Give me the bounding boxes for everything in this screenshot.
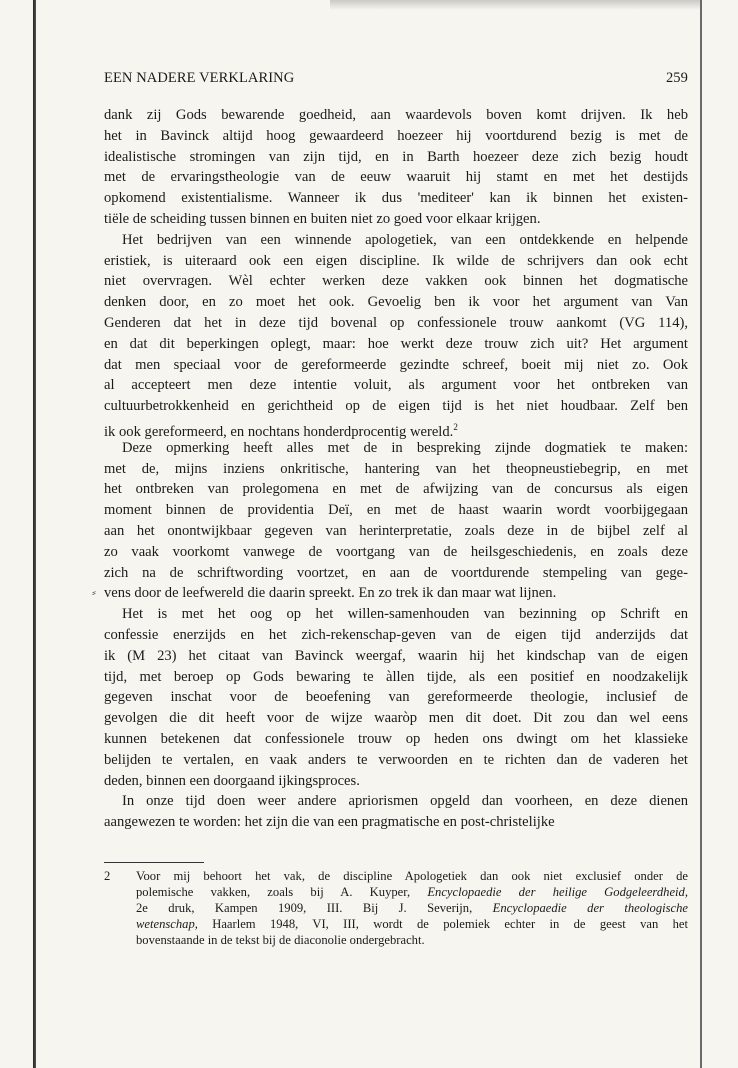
text-line: tijd, met beroep op Gods bewaring te àllen tijde, als een positief en noodzakelijk [104,668,688,685]
body-text [104,105,688,833]
text-line: Het bedrijven van een winnende apologetiek, van een ontdekkende en helpende [122,231,688,248]
paragraph [104,438,688,604]
text-line: zo vaak voorkomt vanwege de voortgang van de heilsgeschiedenis, en zoals deze [104,543,688,560]
text-line: en dat dit beperkingen oplegt, maar: hoe werkt deze trouw zich uit? Het argument [104,335,688,352]
text-line: met de, mijns inziens onkritische, hantering van het theopneustiebegrip, en met [104,460,688,477]
footnote-number: 2 [104,869,111,883]
paragraph [104,791,688,833]
text-line: opkomend existentialisme. Wanneer ik dus 'mediteer' kan ik binnen het existen- [104,190,688,207]
footnote-rule [104,862,204,863]
text-line: Deze opmerking heeft alles met de in bespreking zijnde dogmatiek te maken: [122,439,688,456]
text-line: tiële de scheiding tussen binnen en buiten niet zo goed voor elkaar krijgen. [104,210,541,227]
footnote-body [136,868,688,948]
text-line: eristiek, is uiteraard ook een eigen discipline. Ik wilde de schrijvers dan ook echt [104,252,688,269]
text-line: denken door, en zo moet het ook. Gevoelig ben ik voor het argument van Van [104,294,688,311]
text-line: al accepteert men deze intentie voluit, als argument voor het ontbreken van [104,377,688,394]
footnote-line: polemische vakken, zoals bij A. Kuyper, Encyclopaedie der heilige Godgeleerdheid, [136,885,688,899]
text-line: aangewezen te worden: het zijn die van een pragmatische en post-christelijke [104,814,555,831]
footnote-line: bovenstaande in de tekst bij de diaconolie ondergebracht. [136,933,425,947]
text-line: deden, binnen een doorgaand ijkingsproces. [104,772,360,789]
footnotes [104,868,688,948]
paragraph [104,105,688,230]
text-line: ik (M 23) het citaat van Bavinck weergaf, waarin hij het kindschap van de eigen [104,647,688,664]
text-line: het in Bavinck altijd hoog gewaardeerd hoezeer hij voortdurend bezig is met de [104,127,688,144]
page-right-edge [700,0,702,1068]
footnote-line: wetenschap, Haarlem 1948, VI, III, wordt de polemiek echter in de geest van het [136,917,688,931]
text-line: cultuurbetrokkenheid en gerichtheid op de eigen tijd is het niet houdbaar. Zelf ben [104,398,688,415]
running-title: EEN NADERE VERKLARING [104,70,295,86]
text-line: gegeven inschat voor de beoefening van gereformeerde theologie, inclusief de [104,689,688,706]
paragraph [104,604,688,791]
text-line: Genderen dat het in deze tijd bovenal op confessionele trouw aankomt (VG 114), [104,314,688,331]
text-line: dat men speciaal voor de gereformeerde gezindte schreef, boeit mij niet zo. Ook [104,356,688,373]
page-number: 259 [665,70,688,86]
page-binding-edge [33,0,36,1068]
text-line: het ontbreken van prolegomena en met de afwijzing van de concursus als eigen [104,481,688,498]
text-line: ik ook gereformeerd, en nochtans honderdprocentig wereld.$^2$ [104,421,458,440]
text-line: dank zij Gods bewarende goedheid, aan waardevols boven komt drijven. Ik heb [104,107,688,123]
text-line: Het is met het oog op het willen-samenhouden van bezinning op Schrift en [122,606,688,623]
text-line: aan het onontwijkbaar gegeven van herinterpretatie, zoals deze in de bijbel zelf al [104,522,688,539]
footnote-ref[interactable]: 2 [453,421,458,432]
text-line: confessie enerzijds en het zich-rekenschap-geven van de eigen tijd anderzijds dat [104,626,688,643]
paragraph [104,230,688,438]
footnote-line: Voor mij behoort het vak, de discipline Apologetiek dan ook niet exclusief onder de [136,869,688,883]
text-line: kunnen betekenen dat confessionele trouw op heden ons dwingt om het klassieke [104,730,688,747]
text-line: zich na de schriftwording voortzet, en aan de voortdurende stempeling van gege- [104,564,688,581]
text-line: vens door de leefwereld die daarin spreekt. En zo trek ik dan maar wat lijnen. [104,585,557,602]
text-line: belijden te vertalen, en vaak anders te verwoorden en te richten dan de vaderen het [104,751,688,768]
scan-smudge [330,0,700,10]
text-line: gevolgen die dit heeft voor de wijze waaròp men dit doet. Dit zou dan wel eens [104,710,688,727]
footnote-line: 2e druk, Kampen 1909, III. Bij J. Severijn, Encyclopaedie der theologische [136,901,689,915]
margin-mark: ⸗ [92,585,96,599]
text-line: In onze tijd doen weer andere apriorismen opgeld dan voorheen, en deze dienen [122,793,688,810]
text-line: met de ervaringstheologie van de eeuw waaruit hij stamt en met het destijds [104,169,688,186]
text-line: moment binnen de providentia Deï, en met de haast waarin wordt voorbijgegaan [104,502,688,519]
text-line: niet overvragen. Wèl echter werken deze vakken ook binnen het dogmatische [104,273,688,290]
text-line: idealistische stromingen van zijn tijd, en in Barth hoezeer deze zich bezig houdt [104,148,688,165]
